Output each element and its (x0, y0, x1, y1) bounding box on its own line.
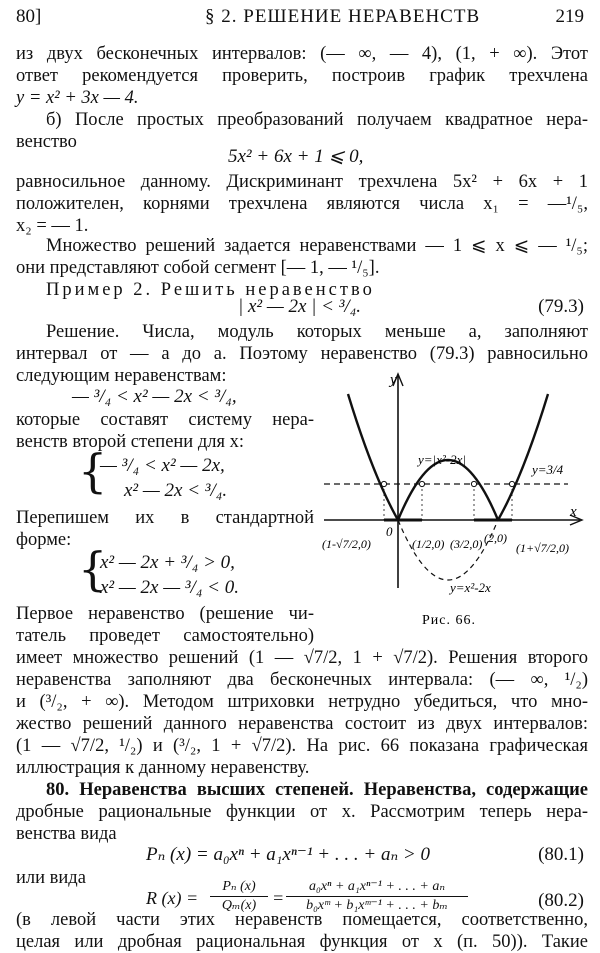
intersection-point (471, 481, 476, 486)
x-axis-label: x (570, 504, 577, 520)
parabola-label: y=x²-2x (450, 580, 491, 595)
intersection-point (509, 481, 514, 486)
page-section-number: 80] (16, 6, 42, 27)
equation-lhs: R (x) = (146, 888, 199, 908)
text-line: дробные рациональные функции от x. Рассмотрим теперь нера- (16, 802, 588, 822)
text-line: интервал от — a до a. Поэтому неравенство (79.3) равносильно (16, 344, 588, 364)
text-line: форме: (16, 530, 72, 550)
system-brace: { (78, 444, 108, 498)
text-line: имеет множество решений (1 — √7/2, 1 + √7/2). Решения второго (16, 648, 588, 668)
intersection-point (381, 481, 386, 486)
fraction-numerator: a₀xⁿ + a₁xⁿ⁻¹ + . . . + aₙ (308, 879, 446, 894)
point-label: (3/2,0) (450, 537, 483, 551)
fraction-denominator: Qₘ(x) (210, 896, 268, 915)
y-axis-label: y (390, 372, 397, 388)
example-heading: Пример 2. Решить неравенство (46, 280, 375, 300)
equation: x² — 2x < ³/₄. (124, 480, 228, 501)
text-line: (1 — √7/2, ¹/₂) и (³/₂, 1 + √7/2). На рис. 66 показана графическая (16, 736, 588, 756)
fraction-denominator: b₀xᵐ + b₁xᵐ⁻¹ + . . . + bₘ (286, 896, 468, 915)
text-line: Множество решений задается неравенствами — 1 ⩽ x ⩽ — ¹/₅; (46, 236, 588, 256)
point-label: (2,0) (484, 531, 507, 545)
equation: Pₙ (x) = a₀xⁿ + a₁xⁿ⁻¹ + . . . + aₙ > 0 (146, 844, 430, 865)
text-line: венства вида (16, 824, 117, 844)
system-brace: { (78, 542, 108, 596)
abs-curve-label: y=|x²-2x| (418, 452, 466, 467)
horizontal-line-label: y=3/4 (532, 462, 564, 477)
equals-sign: = (272, 888, 285, 908)
text-line: неравенства заполняют два бесконечных интервала: (— ∞, ¹/₂) (16, 670, 588, 690)
text-line: Первое неравенство (решение чи- (16, 604, 314, 624)
page-number: 219 (555, 6, 584, 27)
intersection-point (419, 481, 424, 486)
text-line: б) После простых преобразований получаем квадратное нера- (46, 110, 588, 130)
text-line: из двух бесконечных интервалов: (— ∞, — 4), (1, + ∞). Этот (16, 44, 588, 64)
text-line: положителен, корнями трехчлена являются числа x₁ = —¹/₅, (16, 194, 588, 214)
equation-number: (79.3) (538, 296, 584, 317)
fraction-numerator: Pₙ (x) (222, 879, 256, 894)
text-line: x₂ = — 1. (16, 216, 89, 236)
origin-label: 0 (386, 524, 393, 539)
equation: x² — 2x + ³/₄ > 0, (100, 552, 235, 573)
abs-hump (398, 460, 498, 520)
text-line: венство (16, 132, 77, 152)
equation: | x² — 2x | < ³/₄. (238, 296, 362, 317)
figure-caption: Рис. 66. (422, 613, 476, 628)
figure-66 (318, 366, 588, 646)
text-line: или вида (16, 868, 86, 888)
section-heading: 80. Неравенства высших степеней. Неравенства, содержащие (46, 780, 588, 800)
text-line: татель проведет самостоятельно) (16, 626, 314, 646)
text-line: венств второй степени для x: (16, 432, 244, 452)
text-line: равносильное данному. Дискриминант трехчлена 5x² + 6x + 1 (16, 172, 588, 192)
text-line: ответ рекомендуется проверить, построив график трехчлена (16, 66, 588, 86)
equation: 5x² + 6x + 1 ⩽ 0, (228, 146, 364, 167)
equation: — ³/₄ < x² — 2x, (100, 455, 225, 476)
text-line: следующим неравенствам: (16, 366, 227, 386)
text-line: целая или дробная рациональная функция от x (п. 50)). Такие (16, 932, 588, 952)
abs-right-branch (498, 394, 548, 520)
text-line: иллюстрация к данному неравенству. (16, 758, 310, 778)
running-title: § 2. РЕШЕНИЕ НЕРАВЕНСТВ (205, 6, 481, 27)
abs-left-branch (348, 394, 398, 520)
equation-number: (80.1) (538, 844, 584, 865)
equation-number: (80.2) (538, 890, 584, 911)
point-label: (1/2,0) (412, 537, 445, 551)
text-line: (в левой части этих неравенств помещается, соответственно, (16, 910, 588, 930)
point-label: (1+√7/2,0) (516, 541, 570, 555)
text-line: они представляют собой сегмент [— 1, — ¹/₅]. (16, 258, 380, 278)
equation: x² — 2x — ³/₄ < 0. (100, 577, 240, 598)
text-line: жество решений данного неравенства состоит из двух интервалов: (16, 714, 588, 734)
text-line: и (³/₂, + ∞). Методом штриховки нетрудно убедиться, что мно- (16, 692, 588, 712)
text-line: которые составят систему нера- (16, 410, 314, 430)
point-label: (1-√7/2,0) (322, 537, 371, 551)
text-line: Решение. Числа, модуль которых меньше a, заполняют (46, 322, 588, 342)
text-line: y = x² + 3x — 4. (16, 88, 139, 108)
equation: — ³/₄ < x² — 2x < ³/₄, (72, 386, 237, 407)
text-line: Перепишем их в стандартной (16, 508, 314, 528)
